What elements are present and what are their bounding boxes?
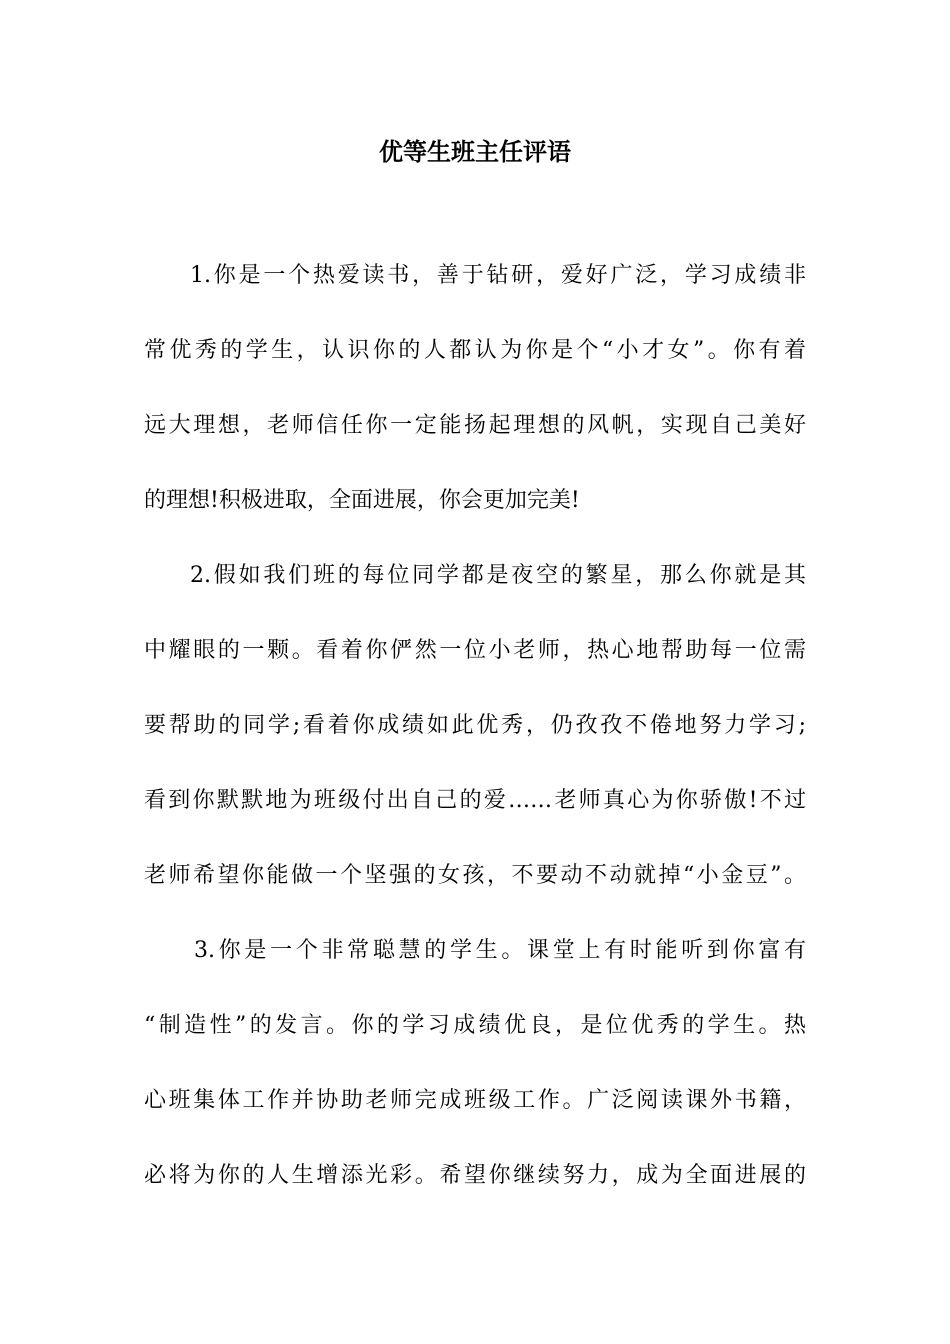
paragraph-3-line-2: “制造性”的发言。你的学习成绩优良，是位优秀的学生。热 (144, 1013, 806, 1038)
paragraph-2-line-5: 老师希望你能做一个坚强的女孩，不要动不动就掉“小金豆”。 (144, 863, 806, 888)
paragraph-1-line-1: 1.你是一个热爱读书，善于钻研，爱好广泛，学习成绩非 (190, 263, 806, 288)
paragraph-2-line-2: 中耀眼的一颗。看着你俨然一位小老师，热心地帮助每一位需 (144, 638, 806, 663)
paragraph-3-line-3: 心班集体工作并协助老师完成班级工作。广泛阅读课外书籍， (144, 1088, 806, 1113)
paragraph-1-line-4: 的理想!积极进取，全面进展，你会更加完美! (144, 488, 580, 513)
paragraph-3-line-4: 必将为你的人生增添光彩。希望你继续努力，成为全面进展的 (144, 1163, 806, 1188)
paragraph-2-line-1: 2.假如我们班的每位同学都是夜空的繁星，那么你就是其 (190, 563, 806, 588)
paragraph-2-line-3: 要帮助的同学;看着你成绩如此优秀，仍孜孜不倦地努力学习; (144, 713, 806, 738)
document-title: 优等生班主任评语 (379, 137, 571, 166)
paragraph-2-line-4: 看到你默默地为班级付出自己的爱……老师真心为你骄傲!不过 (144, 788, 806, 813)
paragraph-3-line-1: 3.你是一个非常聪慧的学生。课堂上有时能听到你富有 (194, 938, 806, 963)
paragraph-1-line-2: 常优秀的学生，认识你的人都认为你是个“小才女”。你有着 (144, 338, 806, 363)
paragraph-1-line-3: 远大理想，老师信任你一定能扬起理想的风帆，实现自己美好 (144, 413, 806, 438)
